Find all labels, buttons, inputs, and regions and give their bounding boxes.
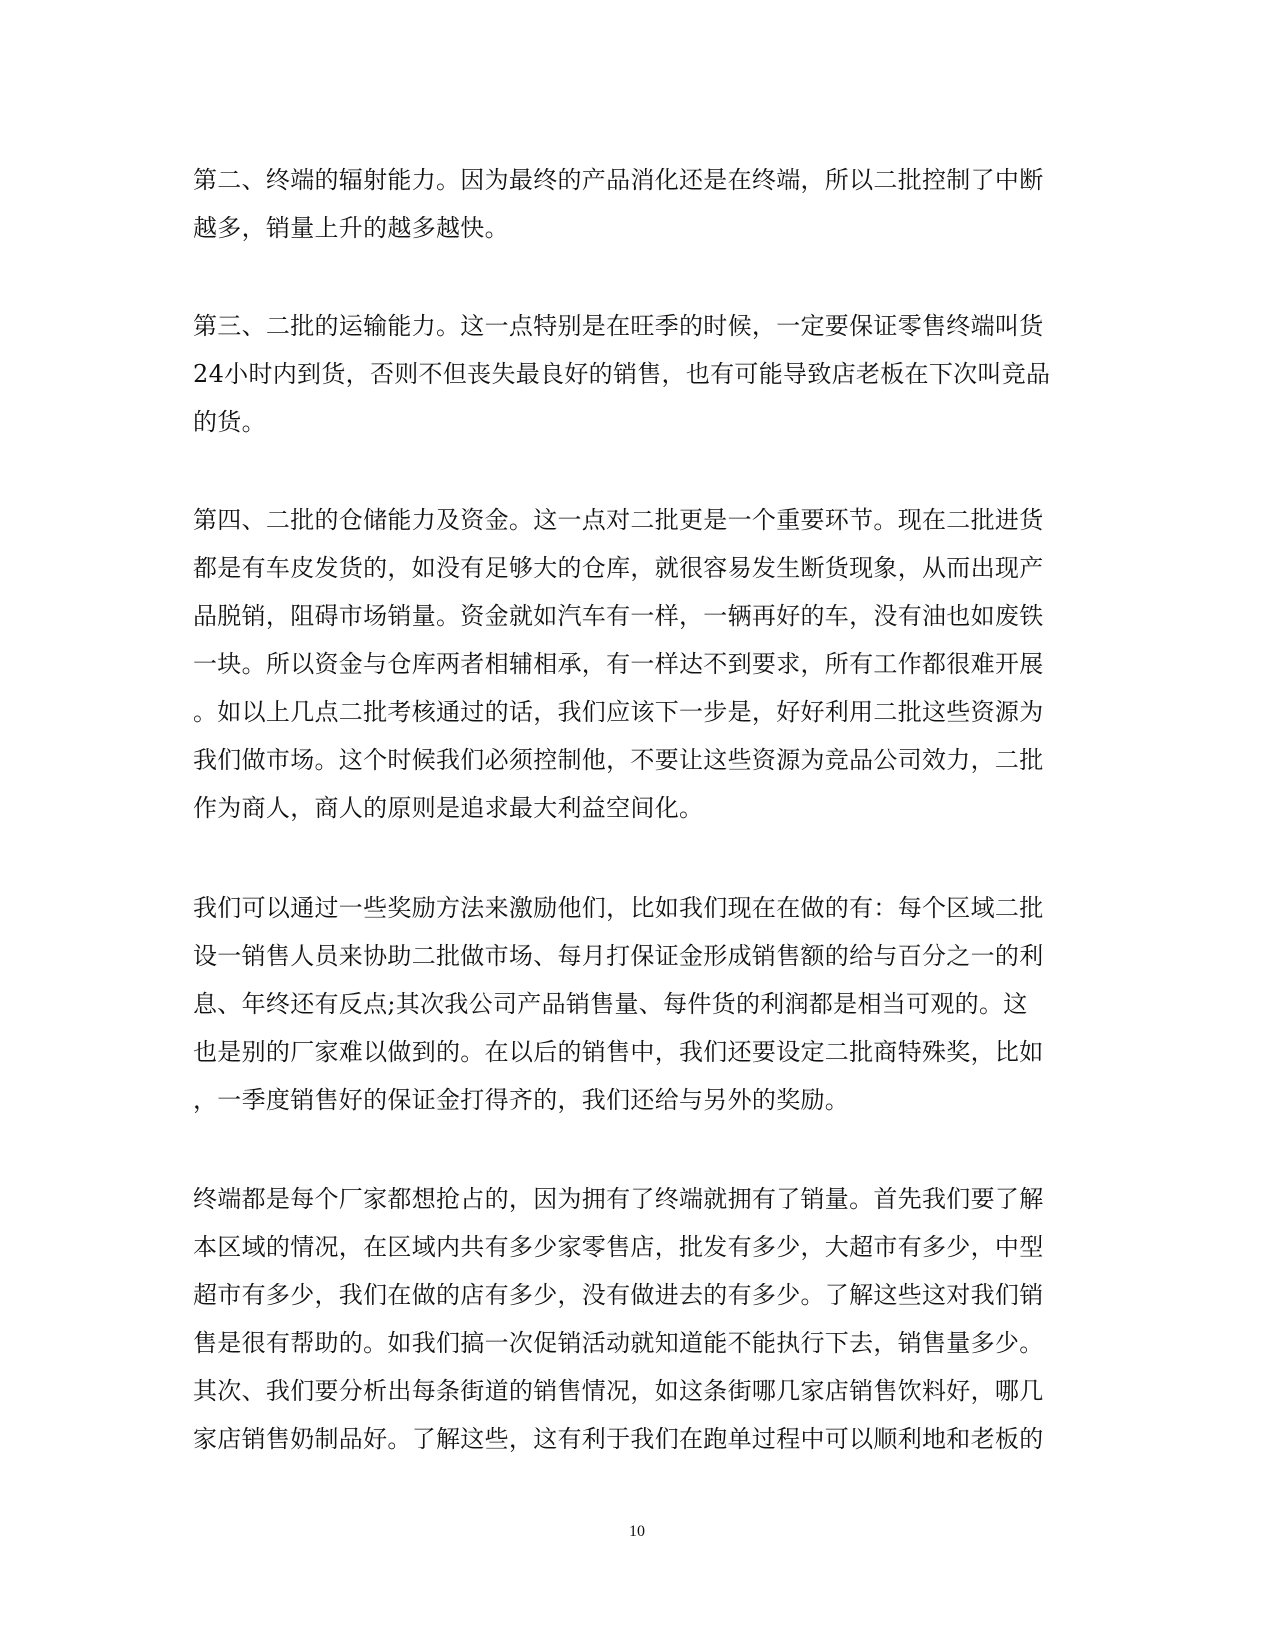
text-line: ，一季度销售好的保证金打得齐的，我们还给与另外的奖励。 bbox=[193, 1086, 850, 1114]
text-line: 第四、二批的仓储能力及资金。这一点对二批更是一个重要环节。现在二批进货 bbox=[193, 506, 1044, 534]
text-line: 家店销售奶制品好。了解这些，这有利于我们在跑单过程中可以顺利地和老板的 bbox=[193, 1425, 1044, 1453]
text-line: 第二、终端的辐射能力。因为最终的产品消化还是在终端，所以二批控制了中断 bbox=[193, 166, 1044, 194]
paragraph bbox=[193, 302, 1073, 446]
text-line: 也是别的厂家难以做到的。在以后的销售中，我们还要设定二批商特殊奖，比如 bbox=[193, 1038, 1044, 1066]
text-line: 品脱销，阻碍市场销量。资金就如汽车有一样，一辆再好的车，没有油也如废铁 bbox=[193, 602, 1044, 630]
text-line: 的货。 bbox=[193, 408, 266, 436]
paragraph bbox=[193, 884, 1073, 1124]
text-line: 其次、我们要分析出每条街道的销售情况，如这条街哪几家店销售饮料好，哪几 bbox=[193, 1377, 1044, 1405]
text-line: 一块。所以资金与仓库两者相辅相承，有一样达不到要求，所有工作都很难开展 bbox=[193, 650, 1044, 678]
text-line: 终端都是每个厂家都想抢占的，因为拥有了终端就拥有了销量。首先我们要了解 bbox=[193, 1185, 1044, 1213]
text-line: 我们可以通过一些奖励方法来激励他们，比如我们现在在做的有：每个区域二批 bbox=[193, 894, 1044, 922]
paragraph bbox=[193, 1175, 1073, 1463]
text-line: 越多，销量上升的越多越快。 bbox=[193, 214, 509, 242]
text-line: 超市有多少，我们在做的店有多少，没有做进去的有多少。了解这些这对我们销 bbox=[193, 1281, 1044, 1309]
text-line: 本区域的情况，在区域内共有多少家零售店，批发有多少，大超市有多少，中型 bbox=[193, 1233, 1044, 1261]
text-line: 作为商人，商人的原则是追求最大利益空间化。 bbox=[193, 794, 704, 822]
page-number: 10 bbox=[629, 1523, 645, 1540]
text-line: 息、年终还有反点;其次我公司产品销售量、每件货的利润都是相当可观的。这 bbox=[193, 990, 1028, 1018]
paragraph bbox=[193, 156, 1073, 252]
paragraph bbox=[193, 496, 1073, 832]
text-line: 我们做市场。这个时候我们必须控制他，不要让这些资源为竞品公司效力，二批 bbox=[193, 746, 1044, 774]
text-line: 都是有车皮发货的，如没有足够大的仓库，就很容易发生断货现象，从而出现产 bbox=[193, 554, 1044, 582]
text-line: 设一销售人员来协助二批做市场、每月打保证金形成销售额的给与百分之一的利 bbox=[193, 942, 1044, 970]
text-line: 24小时内到货，否则不但丧失最良好的销售，也有可能导致店老板在下次叫竞品 bbox=[193, 360, 1051, 388]
text-line: 售是很有帮助的。如我们搞一次促销活动就知道能不能执行下去，销售量多少。 bbox=[193, 1329, 1044, 1357]
text-line: 第三、二批的运输能力。这一点特别是在旺季的时候，一定要保证零售终端叫货 bbox=[193, 312, 1044, 340]
text-line: 。如以上几点二批考核通过的话，我们应该下一步是，好好利用二批这些资源为 bbox=[193, 698, 1044, 726]
